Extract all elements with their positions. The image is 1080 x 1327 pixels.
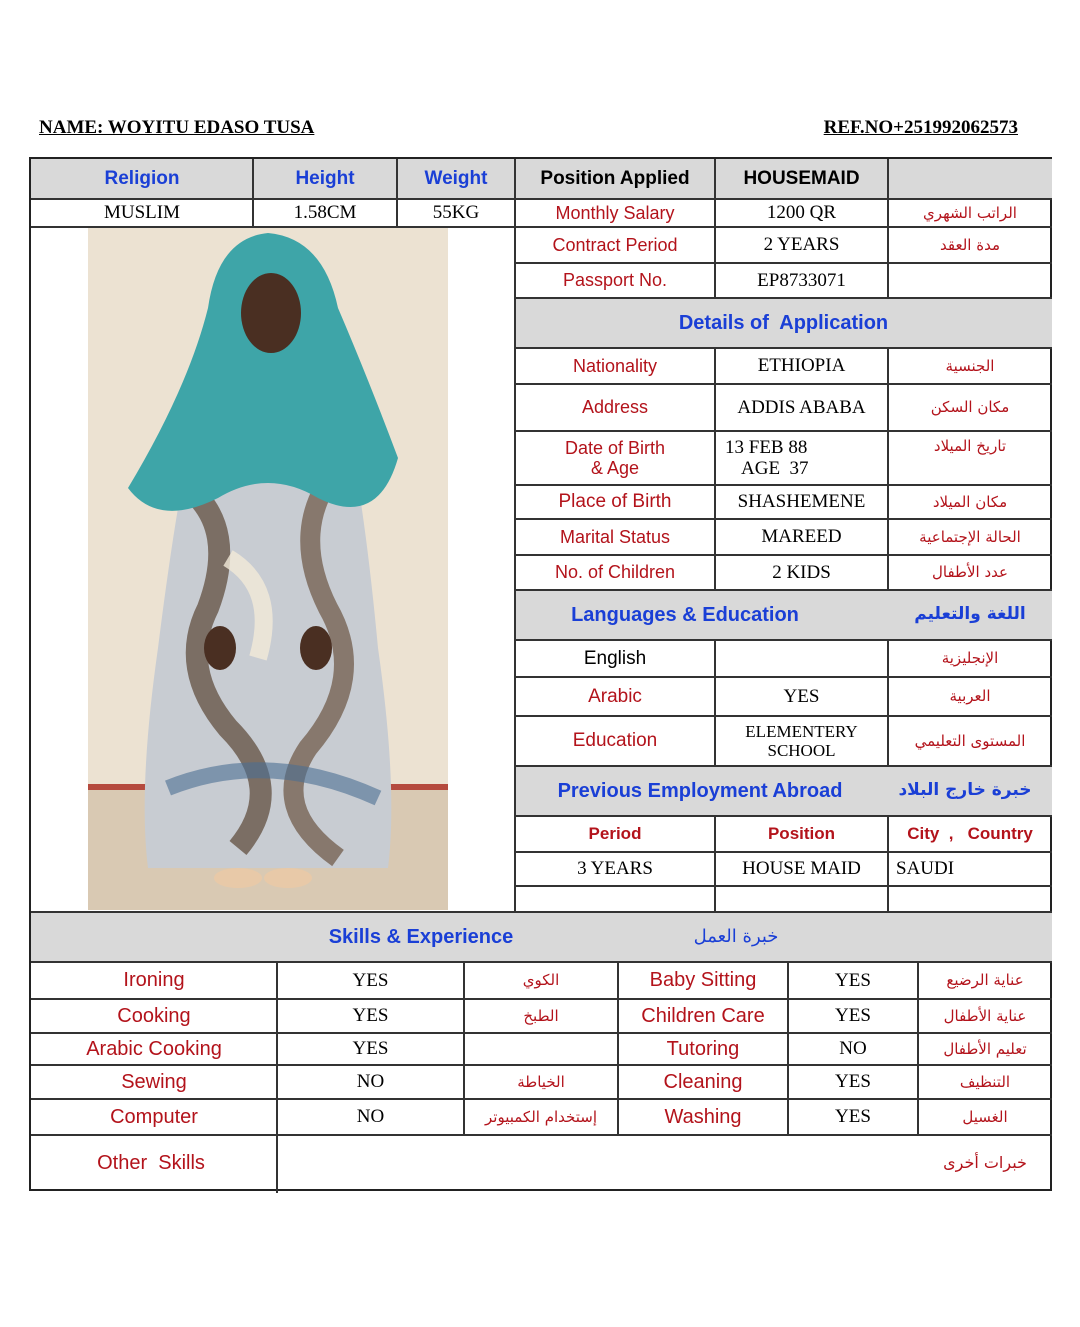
nationality-value: ETHIOPIA	[757, 355, 846, 377]
skill-babysitting-value: YES	[835, 969, 871, 991]
employment-title: Previous Employment Abroad	[557, 779, 843, 802]
line	[31, 961, 1052, 963]
skill-arabic-cooking-ar	[464, 1033, 618, 1065]
address-ar: مكان السكن	[930, 398, 1010, 417]
address-value: ADDIS ABABA	[737, 396, 866, 418]
languages-title-ar: اللغة والتعليم	[914, 604, 1026, 625]
skill-tutoring-ar: تعليم الأطفال	[943, 1039, 1027, 1058]
english-ar: الإنجليزية	[941, 649, 999, 668]
dob-value-line1: 13 FEB 88	[725, 436, 808, 458]
arabic-label: Arabic	[588, 685, 642, 707]
employment-period: 3 YEARS	[577, 858, 653, 880]
other-skills-label: Other Skills	[97, 1151, 205, 1174]
skill-sewing-value: NO	[356, 1071, 385, 1093]
nationality-ar: الجنسية	[945, 356, 995, 375]
line	[714, 640, 716, 766]
candidate-photo-drawing	[88, 228, 448, 910]
skill-childcare-ar: عناية الأطفال	[943, 1006, 1027, 1025]
skill-babysitting-label: Baby Sitting	[649, 969, 757, 992]
skill-washing-label: Washing	[664, 1105, 742, 1128]
line	[887, 348, 889, 590]
line	[31, 1134, 1052, 1136]
skill-cleaning-value: YES	[835, 1071, 871, 1093]
line	[515, 639, 1052, 641]
education-ar: المستوى التعليمي	[914, 731, 1026, 750]
line	[515, 347, 1052, 349]
line	[714, 816, 716, 912]
contract-period-label: Contract Period	[552, 234, 678, 255]
skill-childcare-label: Children Care	[641, 1004, 765, 1027]
col-position: Position	[767, 824, 836, 844]
english-value	[715, 640, 888, 677]
height-value: 1.58CM	[293, 202, 357, 224]
marital-status-value: MAREED	[761, 526, 842, 548]
line	[514, 159, 516, 912]
passport-ar	[888, 263, 1052, 298]
place-of-birth-label: Place of Birth	[558, 491, 672, 513]
employment-country: SAUDI	[896, 858, 955, 880]
place-of-birth-value: SHASHEMENE	[737, 491, 866, 513]
candidate-photo	[88, 228, 448, 910]
line	[31, 1032, 1052, 1034]
place-of-birth-ar: مكان الميلاد	[932, 492, 1008, 511]
details-title: Details of Application	[678, 311, 889, 334]
line	[887, 159, 889, 298]
line	[515, 518, 1052, 520]
arabic-value: YES	[783, 685, 820, 707]
monthly-salary-ar: الراتب الشهري	[923, 203, 1017, 222]
skill-cooking-value: YES	[352, 1005, 389, 1027]
skill-babysitting-ar: عناية الرضيع	[946, 971, 1024, 990]
skill-computer-ar: إستخدام الكمبيوتر	[485, 1107, 597, 1126]
line	[515, 851, 1052, 853]
line	[515, 383, 1052, 385]
position-applied-value: HOUSEMAID	[743, 168, 860, 190]
line	[31, 1064, 1052, 1066]
dob-label	[515, 431, 715, 485]
skill-ironing-label: Ironing	[123, 969, 185, 992]
skill-arabic-cooking-value: YES	[352, 1038, 389, 1060]
candidate-name: NAME: WOYITU EDASO TUSA	[39, 117, 315, 138]
children-label: No. of Children	[554, 562, 676, 583]
line	[515, 589, 1052, 591]
line	[515, 430, 1052, 432]
employment-title-ar: خبرة خارج البلاد	[898, 780, 1032, 801]
line	[31, 911, 1052, 913]
line	[31, 198, 1052, 200]
line	[714, 348, 716, 590]
arabic-ar: العربية	[949, 687, 991, 706]
line	[887, 816, 889, 912]
marital-status-ar: الحالة الإجتماعية	[919, 527, 1021, 546]
skill-tutoring-value: NO	[839, 1038, 867, 1060]
line	[515, 715, 1052, 717]
skill-sewing-label: Sewing	[121, 1070, 187, 1093]
skill-ironing-ar: الكوي	[522, 971, 560, 990]
skills-title: Skills & Experience	[328, 925, 514, 948]
col-city-country: City , Country	[907, 824, 1033, 844]
line	[887, 640, 889, 766]
passport-label: Passport No.	[562, 270, 668, 291]
weight-value: 55KG	[432, 202, 480, 224]
line	[515, 484, 1052, 486]
dob-value-line2: AGE 37	[741, 458, 809, 479]
other-skills-ar: خبرات أخرى	[943, 1153, 1027, 1173]
education-value-line2: SCHOOL	[767, 741, 836, 760]
employment-position: HOUSE MAID	[742, 858, 861, 880]
skill-arabic-cooking-label: Arabic Cooking	[86, 1037, 222, 1060]
line	[515, 262, 1052, 264]
dob-value	[715, 431, 888, 485]
skill-washing-value: YES	[835, 1106, 871, 1128]
line	[787, 962, 789, 1135]
line	[515, 676, 1052, 678]
monthly-salary-label: Monthly Salary	[555, 202, 675, 223]
line	[515, 765, 1052, 767]
skill-ironing-value: YES	[352, 969, 389, 991]
line	[617, 962, 619, 1135]
line	[515, 554, 1052, 556]
skill-sewing-ar: الخياطة	[517, 1072, 565, 1091]
english-label: English	[583, 647, 647, 669]
line	[31, 998, 1052, 1000]
skill-tutoring-label: Tutoring	[666, 1037, 740, 1060]
line	[252, 159, 254, 227]
children-ar: عدد الأطفال	[932, 563, 1008, 582]
religion-label: Religion	[104, 168, 180, 190]
education-value	[715, 716, 888, 766]
dob-ar: تاريخ الميلاد	[933, 436, 1007, 455]
skill-cleaning-label: Cleaning	[663, 1070, 743, 1093]
line	[515, 297, 1052, 299]
contract-period-ar: مدة العقد	[940, 235, 1000, 254]
line	[276, 962, 278, 1193]
line	[463, 962, 465, 1135]
header-ar-bg	[888, 159, 1052, 199]
children-value: 2 KIDS	[772, 561, 831, 583]
line	[714, 159, 716, 298]
skill-washing-ar: الغسيل	[962, 1107, 1008, 1126]
line	[515, 885, 1052, 887]
contract-period-value: 2 YEARS	[763, 234, 840, 256]
passport-value: EP8733071	[757, 269, 846, 291]
dob-label-line1: Date of Birth	[564, 437, 666, 458]
religion-value: MUSLIM	[103, 202, 180, 224]
monthly-salary-value: 1200 QR	[766, 202, 837, 224]
line	[396, 159, 398, 227]
col-period: Period	[588, 824, 642, 844]
line	[515, 815, 1052, 817]
skill-computer-value: NO	[356, 1106, 385, 1128]
dob-label-line2: & Age	[590, 458, 640, 478]
skill-cleaning-ar: التنظيف	[959, 1072, 1011, 1091]
nationality-label: Nationality	[572, 355, 658, 376]
position-applied-label: Position Applied	[540, 168, 690, 190]
marital-status-label: Marital Status	[559, 526, 671, 547]
education-label: Education	[572, 730, 658, 752]
education-value-line1: ELEMENTERY	[745, 721, 858, 741]
line	[31, 1098, 1052, 1100]
skills-title-ar: خبرة العمل	[693, 925, 779, 947]
reference-number: REF.NO+251992062573	[823, 117, 1018, 138]
skill-computer-label: Computer	[110, 1105, 198, 1128]
skill-childcare-value: YES	[835, 1005, 871, 1027]
line	[917, 962, 919, 1135]
address-label: Address	[581, 397, 649, 418]
weight-label: Weight	[424, 168, 488, 190]
skill-cooking-label: Cooking	[117, 1004, 191, 1027]
height-label: Height	[295, 168, 355, 190]
skill-cooking-ar: الطبخ	[523, 1006, 559, 1025]
languages-title: Languages & Education	[571, 603, 799, 626]
